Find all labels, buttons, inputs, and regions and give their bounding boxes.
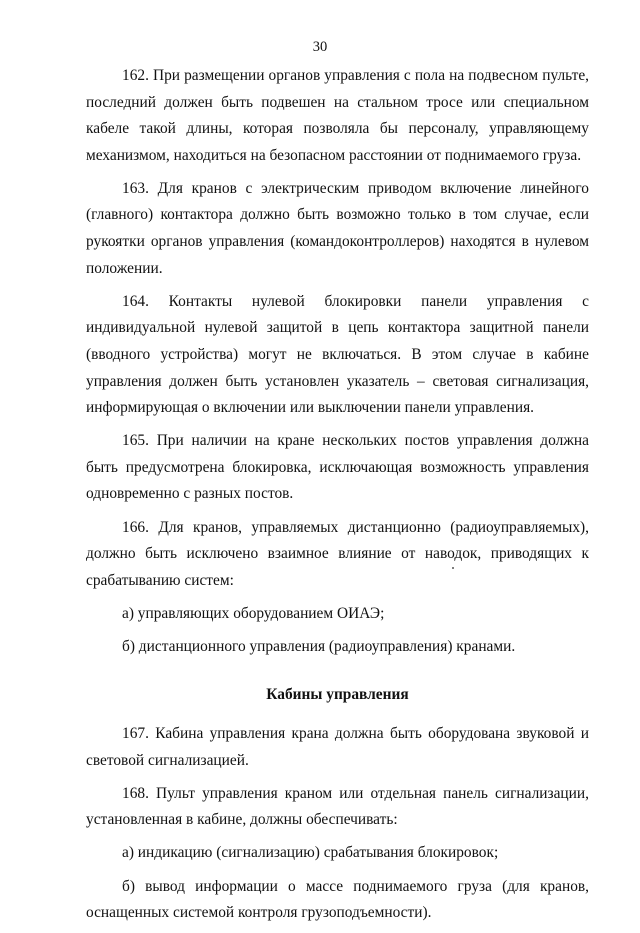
- paragraph-168-item-a: а) индикацию (сигнализацию) срабатывания блокировок;: [122, 844, 499, 862]
- paragraph-165: 165. При наличии на кране нескольких постов управления должна быть предусмотрена блокировка, исключающая возможность управления одновременно с разных постов.: [86, 432, 589, 503]
- paragraph-167: 167. Кабина управления крана должна быть оборудована звуковой и световой сигнализацией.: [86, 725, 589, 769]
- paragraph-166-item-a: а) управляющих оборудованием ОИАЭ;: [122, 604, 385, 622]
- paragraph-168: 168. Пульт управления краном или отдельная панель сигнализации, установленная в кабине, должны обеспечивать:: [86, 784, 589, 829]
- document-body: [86, 63, 589, 933]
- paragraph-164: 164. Контакты нулевой блокировки панели управления с индивидуальной нулевой защитой в цепь контактора защитной панели (вводного устройства) могут не включаться. В этом случае в кабине управления должен быть установлен указатель – световая сигнализация, информирующая о включении или выключении панели управления.: [86, 292, 589, 417]
- paragraph-166: 166. Для кранов, управляемых дистанционно (радиоуправляемых), должно быть исключено взаимное влияние от наводок, приводящих к срабатыванию систем:: [86, 518, 589, 589]
- paragraph-163: 163. Для кранов с электрическим приводом включение линейного (главного) контактора должно быть возможно только в том случае, если рукоятки органов управления (командоконтроллеров) находятся в нулевом положении.: [86, 179, 589, 277]
- paragraph-162: 162. При размещении органов управления с пола на подвесном пульте, последний должен быть подвешен на стальном тросе или специальном кабеле такой длины, которая позволяла бы персоналу, управляющему механизмом, находиться на безопасном расстоянии от поднимаемого груза.: [86, 67, 589, 164]
- scan-speck: [452, 567, 454, 569]
- section-heading: Кабины управления: [266, 686, 409, 704]
- page-number: 30: [312, 39, 328, 55]
- paragraph-166-item-b: б) дистанционного управления (радиоуправления) кранами.: [122, 637, 516, 655]
- paragraph-168-item-b: б) вывод информации о массе поднимаемого груза (для кранов, оснащенных системой контроля грузоподъемности).: [86, 877, 589, 922]
